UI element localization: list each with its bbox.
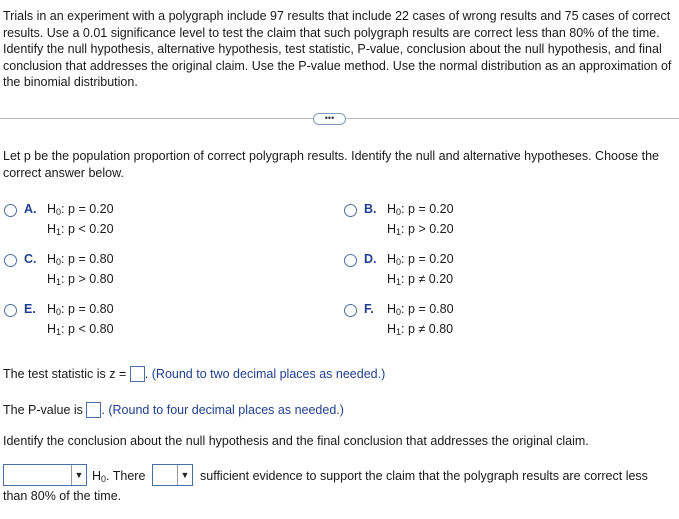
rounding-hint: (Round to two decimal places as needed.) xyxy=(151,367,386,381)
radio-button[interactable] xyxy=(344,204,357,217)
radio-button[interactable] xyxy=(344,304,357,317)
p-value-label: The P-value is xyxy=(3,403,83,417)
choice-e[interactable] xyxy=(4,301,204,345)
test-statistic-input[interactable] xyxy=(130,366,145,382)
p-value-input[interactable] xyxy=(86,402,101,418)
rounding-hint: (Round to four decimal places as needed.) xyxy=(108,403,344,417)
question-prompt: Let p be the population proportion of correct polygraph results. Identify the null and alternative hypotheses. Choose the correct answer below. xyxy=(3,149,659,180)
alternative-hypothesis: $H_1$: p ≠ 0.20 xyxy=(387,272,454,287)
choice-b[interactable] xyxy=(344,201,544,245)
radio-button[interactable] xyxy=(4,204,17,217)
alternative-hypothesis: $H_1$: p > 0.80 xyxy=(47,272,114,287)
choice-letter: F. xyxy=(364,302,374,316)
evidence-select[interactable] xyxy=(152,464,193,486)
choice-letter: B. xyxy=(364,202,377,216)
choice-f[interactable] xyxy=(344,301,544,345)
test-statistic-label: The test statistic is z = xyxy=(3,367,127,381)
alternative-hypothesis: $H_1$: p ≠ 0.80 xyxy=(387,322,454,337)
choice-d[interactable] xyxy=(344,251,544,295)
null-hypothesis: $H_0$: p = 0.80 xyxy=(47,252,114,267)
choice-letter: D. xyxy=(364,252,377,266)
radio-button[interactable] xyxy=(4,304,17,317)
null-hypothesis: $H_0$: p = 0.80 xyxy=(387,302,454,317)
conclusion-prompt: Identify the conclusion about the null hypothesis and the final conclusion that addresses the original claim. xyxy=(3,434,589,448)
chevron-down-icon: ▼ xyxy=(71,465,86,485)
conclusion-line-2: than 80% of the time. xyxy=(3,489,122,503)
chevron-down-icon: ▼ xyxy=(177,465,192,485)
alternative-hypothesis: $H_1$: p > 0.20 xyxy=(387,222,454,237)
radio-button[interactable] xyxy=(344,254,357,267)
test-statistic-line: The test statistic is z = . (Round to two decimal places as needed.) xyxy=(3,367,386,381)
problem-statement: Trials in an experiment with a polygraph include 97 results that include 22 cases of wrong results and 75 cases of correct results. Use a 0.01 significance level to test the claim that such polygraph results are correct less than 80% of the time. Identify the null hypothesis, alternative hypothesis, test statistic, P-value, conclusion about the null hypothesis, and final conclusion that addresses the original claim. Use the P-value method. Use the normal distribution as an approximation of the binomial distribution. xyxy=(3,9,672,89)
expand-button[interactable]: ••• xyxy=(313,113,346,125)
choice-letter: E. xyxy=(24,302,36,316)
alternative-hypothesis: $H_1$: p < 0.20 xyxy=(47,222,114,237)
null-hypothesis: $H_0$: p = 0.20 xyxy=(47,202,114,217)
choice-letter: C. xyxy=(24,252,37,266)
radio-button[interactable] xyxy=(4,254,17,267)
choice-c[interactable] xyxy=(4,251,204,295)
null-hypothesis: $H_0$: p = 0.20 xyxy=(387,202,454,217)
alternative-hypothesis: $H_1$: p < 0.80 xyxy=(47,322,114,337)
null-hypothesis: $H_0$: p = 0.20 xyxy=(387,252,454,267)
null-hypothesis: $H_0$: p = 0.80 xyxy=(47,302,114,317)
p-value-line: The P-value is . (Round to four decimal places as needed.) xyxy=(3,403,344,417)
conclusion-h0-text: $H_0$. There xyxy=(92,469,146,484)
choice-letter: A. xyxy=(24,202,37,216)
conclusion-tail-text: sufficient evidence to support the claim that the polygraph results are correct less xyxy=(200,469,648,483)
null-decision-select[interactable] xyxy=(3,464,87,486)
choice-a[interactable] xyxy=(4,201,204,245)
